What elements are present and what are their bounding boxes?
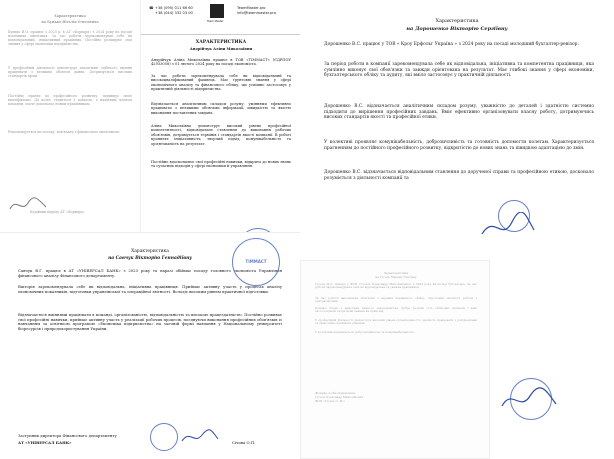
doc3-paragraph: За період роботи в компанії зарекомендувала себе як відповідальна, ініціативна та компетентна працівниця, яка сумлінно виконує свої обов'язки та завжди орієнтована на результат. Має глибокі знання у сфері економіки, бухгалтерського обліку та аудиту, які вміло застосовує у практичній діяльності.: [324, 62, 594, 78]
phone-icon: ☎: [149, 6, 154, 10]
doc5-paragraph: У професійній діяльності демонструє високий рівень організованості, здатність працювати з документами та самостійно приймати рішення.: [315, 318, 477, 326]
doc1-paragraph: Постійно прагне до професійного розвитку, підвищує свою кваліфікацію. До колег ставиться з повагою, є надійним членом команди, охоче допомагає новим працівникам.: [8, 94, 132, 107]
teammaster-stamp-icon: [232, 238, 280, 286]
letterhead: [141, 0, 300, 35]
doc3-paragraph: Дорошенко В.С. відзначається відповідальним ставлення до дорученої справи та професійною етикою, досконало розуміється з діяльності компанії та: [324, 170, 594, 181]
doc5-paragraph: Гусель М.О. працює у ФОП «Гусель Олександр Миколайович» з 2024 року на посаді бухгалтера. За час роботи зарекомендувала себе як відповідальна та уважна працівниця.: [315, 282, 477, 290]
document-characteristic-bunko: [0, 0, 140, 232]
doc1-paragraph: Бунько В.О. працює з 2023 р. в АТ «Форвард» з 2024 року на посаді помічника аналітика. За час роботи зарекомендував себе як відповідальний, ініціативний працівник. Постійно розширює свої знання у сфері економіки підприємства.: [8, 30, 132, 47]
doc2-paragraph: За час роботи зарекомендувала себе як відповідальний та висококваліфікований фахівець. Має ґрунтовні знання у сфері економічного аналізу та фінансового обліку, що успішно застосовує у практичній діяльності підприємства.: [151, 74, 291, 92]
signer-org: АТ «УНІВЕРСАЛ БАНК»: [18, 440, 72, 445]
bank-stamp-icon: [150, 423, 178, 451]
doc5-footer: ФОП «Гусель О. М.»: [315, 399, 346, 403]
doc1-footer: Керівник відділу АТ «Форвард»: [30, 210, 85, 214]
stamp-label: ТІММАСТ: [245, 259, 267, 264]
doc2-title: ХАРАКТЕРИСТИКА: [195, 40, 247, 45]
email-link[interactable]: info@teammaster.pro: [237, 11, 277, 15]
teammaster-logo: [210, 4, 224, 18]
doc5-paragraph: У колективі відзначається доброзичливістю та комунікабельністю.: [315, 330, 415, 334]
signer-name: Січова О.П.: [232, 440, 256, 445]
doc1-subheading: на Бунько Віталія Олеговича: [41, 20, 99, 24]
doc5-paragraph: Працює згідно з вимогами чинного законодавства. Добре розуміє суть облікових процесів і вміє застосовувати теоретичні знання на практиці.: [315, 306, 477, 314]
doc4-paragraph: Савчук В.Г. працює в АТ «УНІВЕРСАЛ БАНК» з 2023 року та наразі обіймає посаду головного економіста Управління фінансового аналізу Фінансового департаменту.: [18, 268, 282, 278]
doc3-heading: Характеристика: [435, 18, 479, 24]
signature-icon: [498, 384, 560, 414]
doc2-paragraph: Постійно вдосконалює свої професійні навички, відкрита до нових знань та сучасних підходів у сфері економіки й управління.: [151, 160, 291, 169]
doc2-paragraph: Аліна Миколаївна демонструє високий рівень професійної компетентності, відповідальне ставлення до виконання робочих обов'язків, дотримується термінів і стандартів якості компанії. В роботі проявляє ініціативність, творчий підхід, комунікабельність та орієнтованість на результат.: [151, 124, 291, 146]
doc4-heading: Характеристика: [131, 249, 169, 254]
site-link[interactable]: TeamMaster.pro: [237, 6, 266, 10]
doc5-heading: Характеристика: [383, 271, 409, 275]
phone-1: +38 (095) 011 66 60: [155, 6, 193, 10]
doc3-paragraph: Дорошенко В.С. працює у ТОВ « Кроу Ерфольг Україна » з 2024 року на посаді молодший бухгалтер-ревізор.: [324, 42, 579, 47]
signature-icon: [180, 429, 220, 445]
doc1-heading: Характеристика: [54, 14, 86, 18]
doc5-footer: Фізична особа-підприємець: [315, 391, 356, 395]
doc2-paragraph: Андрійчук Аліна Миколаївна працює в ТОВ «ТІММАСТ» (ЄДРПОУ 42933058) з 01 лютого 2024 року на посаді економіста.: [151, 58, 291, 67]
document-characteristic-andriichuk: [140, 0, 300, 250]
doc4-paragraph: Відзначається вміннями працювати в команді, організованістю, відповідальністю та високою працездатністю. Постійно розвиває свої професійні навички, приймає активну участь у реалізації робочих процесів, поєднуючи виконання професійних обов'язків із навчанням за освітньою програмою «Економіка підприємства» на заочній формі навчання у Національному університеті біоресурсів і природокористування України.: [18, 312, 282, 332]
doc5-paragraph: За час роботи виконувала обов'язки з ведення первинного обліку, підготовки звітності, роботи з контрагентами.: [315, 296, 477, 304]
doc2-paragraph: Відзначається аналітичним складом розуму, уміннями ефективно працювати з великими обсягами інформації, швидкістю та якістю виконання поставлених завдань.: [151, 102, 291, 115]
logo-text: Team Master: [207, 20, 224, 23]
doc3-subheading: на Дорошенко Вікторію Сергіївну: [406, 26, 508, 32]
doc2-subtitle: Андрійчук Аліни Миколаївни: [189, 47, 253, 51]
doc3-paragraph: У колективі проявляє комунікабельність, доброзичливість та готовність допомогти колегам. Характеризується прагненням до постійного професійного розвитку, відкритістю до нових знань та швидкою адаптацією до змін.: [324, 140, 594, 151]
document-characteristic-doroshenko: [300, 0, 614, 270]
doc3-paragraph: Дорошенко В.С. відзначається аналітичним складом розуму, уважністю до деталей і здатністю системно підходити до вирішення професійних завдань. Вміє ефективно організовувати власну роботу, дотримуючись високих стандартів якості та професійної етики.: [324, 104, 594, 120]
document-characteristic-gusel: [300, 260, 490, 459]
signer-title: Заступник директора Фінансового департаменту: [18, 433, 117, 438]
doc1-paragraph: У професійній діяльності демонструє аналітичні здібності, вміння працювати з великим обсягом даних. Дотримується високих стандартів праці.: [8, 66, 132, 79]
phone-2: +38 (044) 332 03 00: [155, 11, 193, 15]
doc5-footer: Гусель Олександр Миколайович: [315, 395, 364, 399]
doc4-subheading: на Савчук Вікторію Геннадіївну: [108, 256, 192, 261]
doc1-paragraph: Рекомендується на посаду, пов'язану з фінансовою аналітикою.: [8, 130, 121, 134]
doc4-paragraph: Вікторія зарекомендувала себе як відповідальна, ініціативна працівниця. Приймає активну участь у процесах аналізу економічних показників, підготовки управлінської та операційної звітності. Володіє високим рівнем практичної підготовки.: [18, 284, 282, 294]
signature-icon: [478, 212, 538, 242]
doc5-subheading: на Гусель Марину Олегівну: [375, 275, 417, 279]
